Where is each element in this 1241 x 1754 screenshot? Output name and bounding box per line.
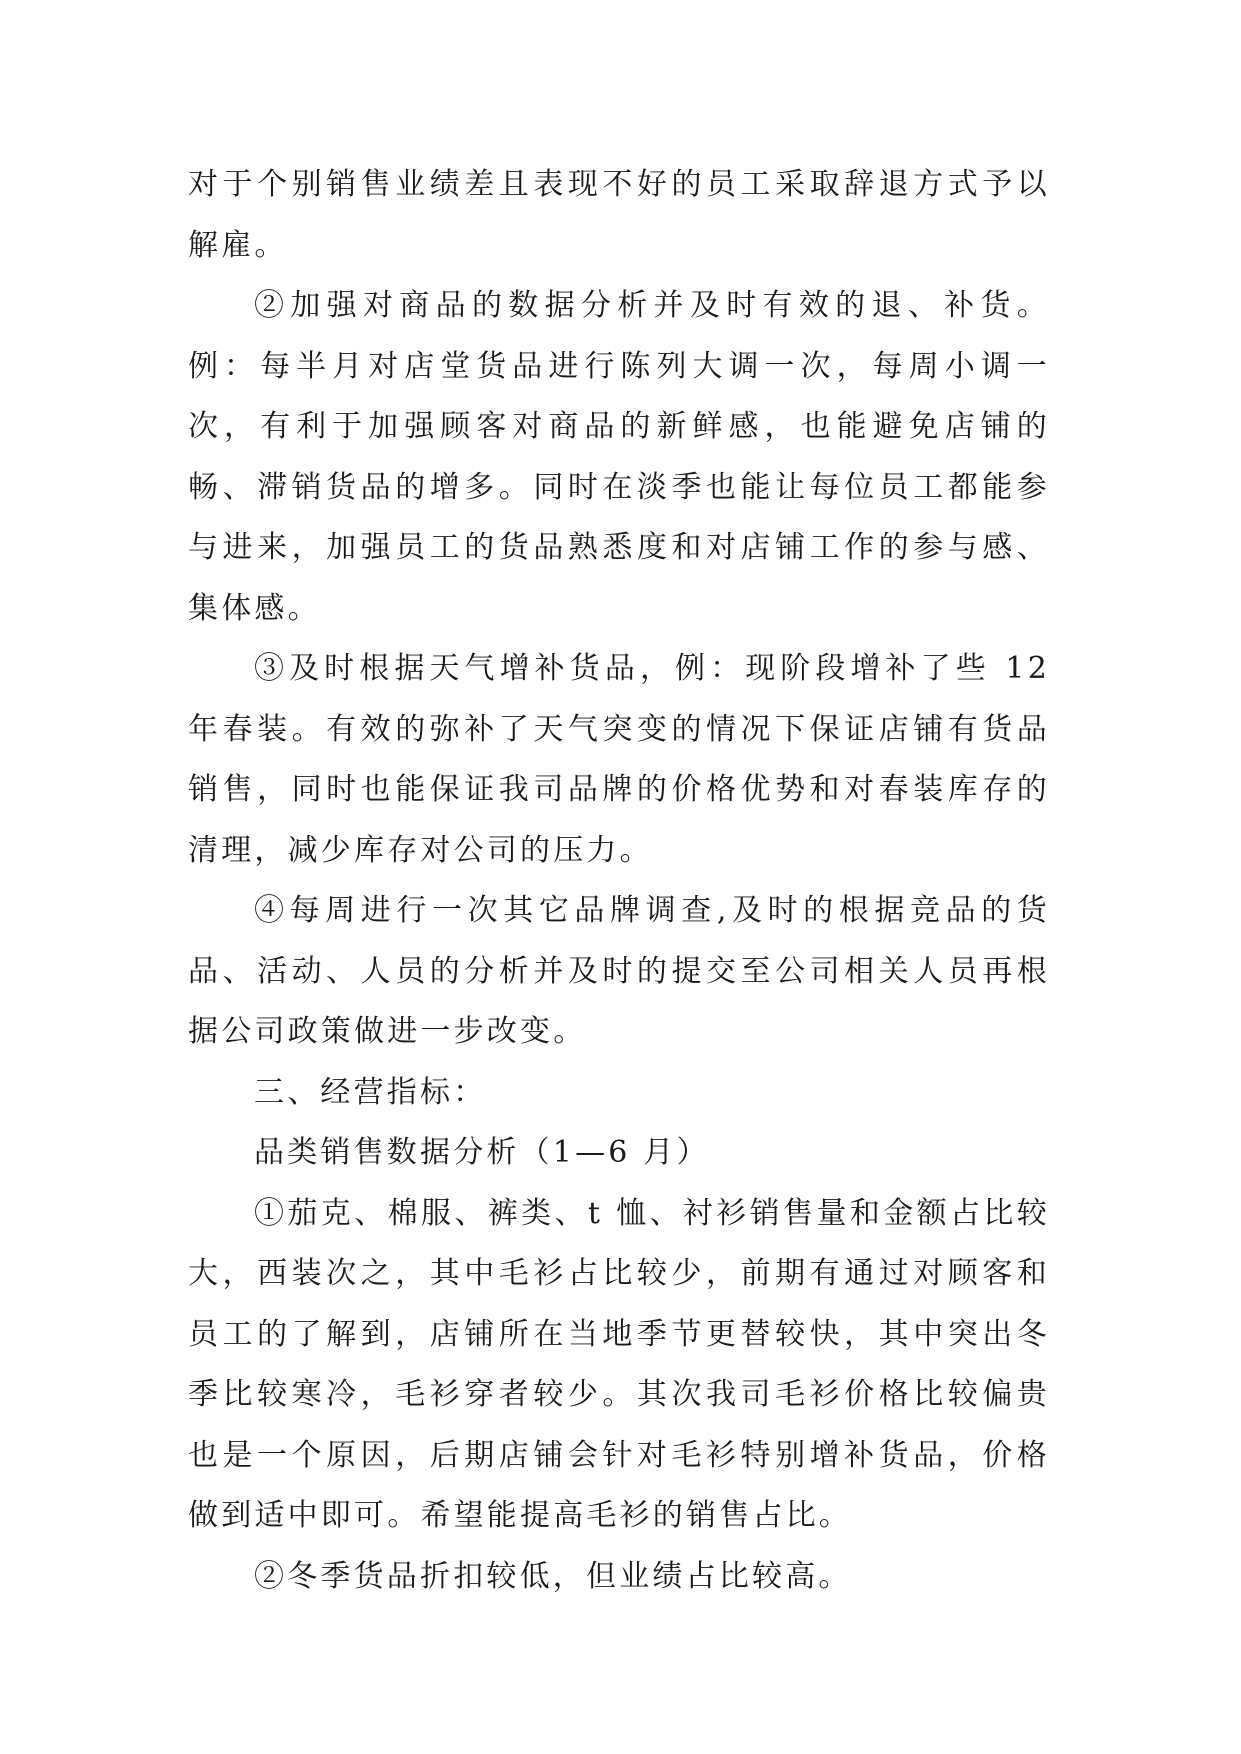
paragraph-dismissal: 对于个别销售业绩差且表现不好的员工采取辞退方式予以解雇。 xyxy=(188,167,1050,263)
paragraph-item-2-winter-goods: ②冬季货品折扣较低，但业绩占比较高。 xyxy=(254,1558,852,1594)
paragraph-item-4-competitor-survey: ④每周进行一次其它品牌调查,及时的根据竞品的货品、活动、人员的分析并及时的提交至公司相关人员再根据公司政策做进一步改变。 xyxy=(188,893,1050,1049)
paragraph-item-3-weather-restock: ③及时根据天气增补货品，例：现阶段增补了些 12 年春装。有效的弥补了天气突变的情况下保证店铺有货品销售，同时也能保证我司品牌的价格优势和对春装库存的清理，减少库存对公司的压力。 xyxy=(188,651,1050,868)
paragraph-item-1-category-share: ①茄克、棉服、裤类、t 恤、衬衫销售量和金额占比较大，西装次之，其中毛衫占比较少，前期有通过对顾客和员工的了解到，店铺所在当地季节更替较快，其中突出冬季比较寒冷，毛衫穿者较少。其次我司毛衫价格比较偏贵也是一个原因，后期店铺会针对毛衫特别增补货品，价格做到适中即可。希望能提高毛衫的销售占比。 xyxy=(188,1195,1050,1533)
subheading-category-sales-analysis: 品类销售数据分析（1—6 月） xyxy=(254,1135,710,1170)
section-heading-business-indicators: 三、经营指标： xyxy=(254,1074,487,1110)
paragraph-item-2-data-analysis: ②加强对商品的数据分析并及时有效的退、补货。例：每半月对店堂货品进行陈列大调一次，每周小调一次，有利于加强顾客对商品的新鲜感，也能避免店铺的畅、滞销货品的增多。同时在淡季也能让每位员工都能参与进来，加强员工的货品熟悉度和对店铺工作的参与感、集体感。 xyxy=(188,288,1050,626)
document-body xyxy=(188,155,1050,1607)
